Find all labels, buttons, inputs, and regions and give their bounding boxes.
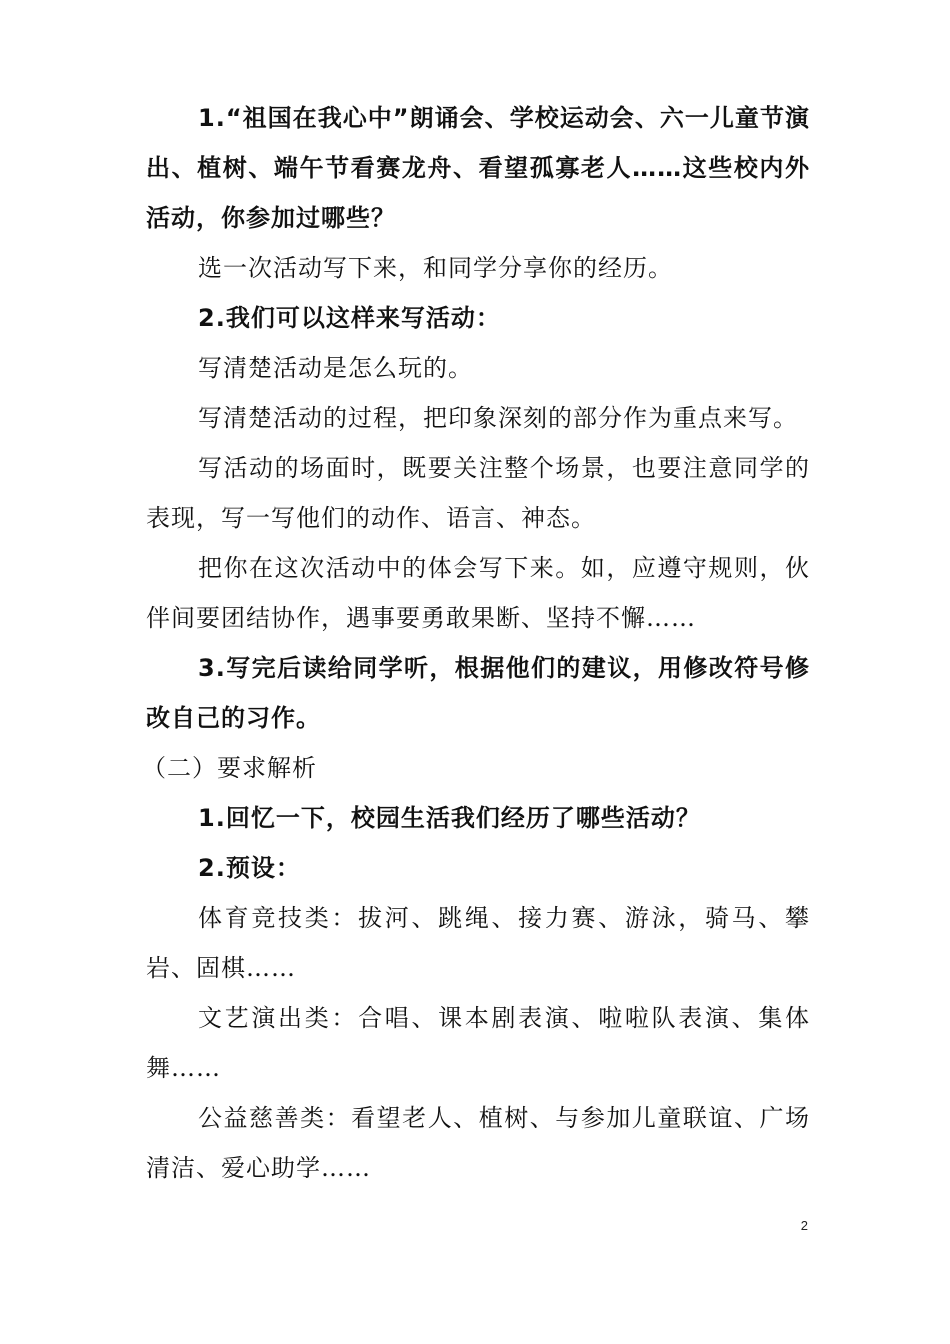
paragraph-task-2: 2.我们可以这样来写活动：	[198, 304, 501, 332]
paragraph-performance: 文艺演出类：合唱、课本剧表演、啦啦队表演、集体舞……	[146, 1004, 810, 1082]
paragraph-preset: 2.预设：	[198, 854, 301, 882]
page-number: 2	[800, 1218, 808, 1233]
paragraph-scene: 写活动的场面时，既要关注整个场景，也要注意同学的表现，写一写他们的动作、语言、神态。	[146, 454, 810, 532]
paragraph-charity: 公益慈善类：看望老人、植树、与参加儿童联谊、广场清洁、爱心助学……	[146, 1104, 810, 1182]
paragraph-share: 选一次活动写下来，和同学分享你的经历。	[198, 254, 673, 282]
paragraph-experience: 把你在这次活动中的体会写下来。如，应遵守规则，伙伴间要团结协作，遇事要勇敢果断、坚持不懈……	[146, 554, 810, 632]
document-page	[142, 93, 810, 1193]
section-heading: （二）要求解析	[142, 754, 317, 782]
paragraph-task-3: 3.写完后读给同学听，根据他们的建议，用修改符号修改自己的习作。	[146, 654, 810, 732]
paragraph-recall: 1.回忆一下，校园生活我们经历了哪些活动？	[198, 804, 701, 832]
paragraph-sports: 体育竞技类：拔河、跳绳、接力赛、游泳，骑马、攀岩、固棋……	[146, 904, 810, 982]
paragraph-task-1: 1.“祖国在我心中”朗诵会、学校运动会、六一儿童节演出、植树、端午节看赛龙舟、看望孤寡老人……这些校内外活动，你参加过哪些？	[146, 104, 810, 232]
paragraph-process: 写清楚活动的过程，把印象深刻的部分作为重点来写。	[198, 404, 798, 432]
paragraph-how-to-play: 写清楚活动是怎么玩的。	[198, 354, 473, 382]
